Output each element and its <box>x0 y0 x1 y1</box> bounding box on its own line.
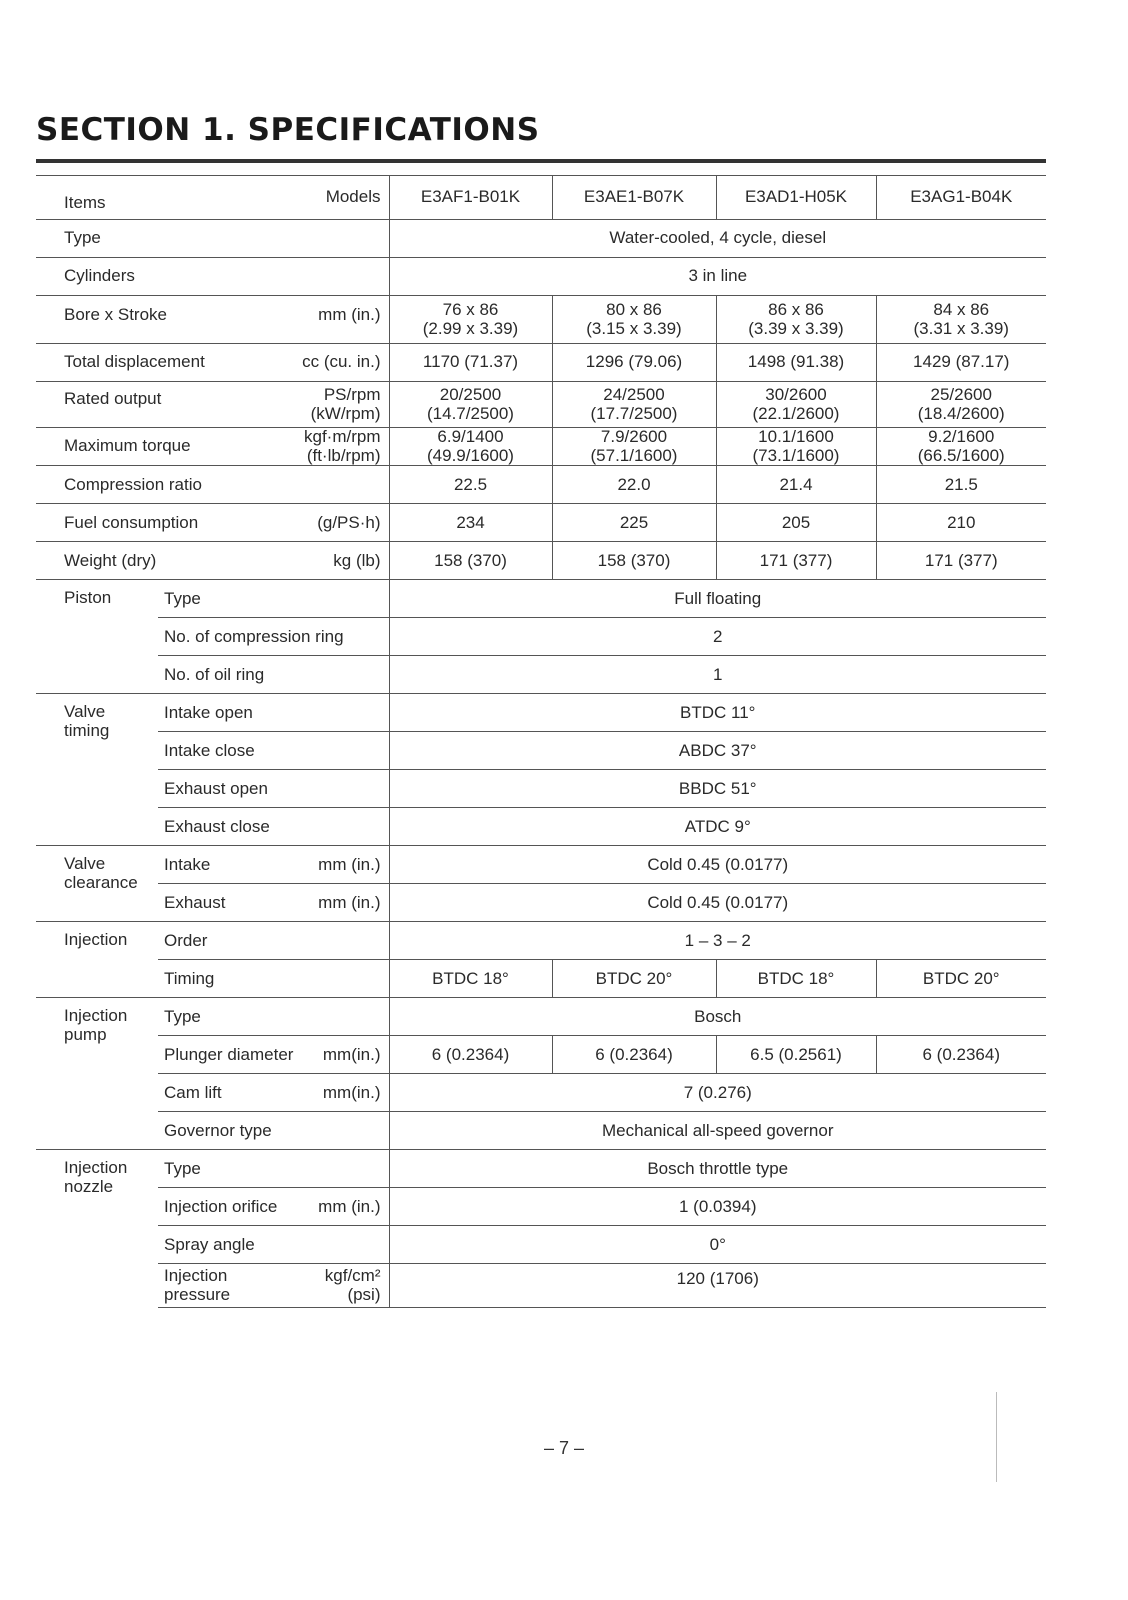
exhaust-close-value: ATDC 9° <box>389 808 1046 846</box>
cylinders-row <box>36 258 1046 296</box>
oil-ring-row <box>36 656 1046 694</box>
type-label: Type <box>36 220 389 258</box>
oil-ring-label: No. of oil ring <box>158 656 389 694</box>
fuel-value: 205 <box>716 504 876 542</box>
orifice-unit: mm (in.) <box>296 1188 389 1226</box>
injection-timing-value: BTDC 20° <box>552 960 716 998</box>
max-torque-label: Maximum torque <box>36 428 296 466</box>
plunger-value: 6.5 (0.2561) <box>716 1036 876 1074</box>
orifice-label: Injection orifice <box>158 1188 296 1226</box>
plunger-unit: mm(in.) <box>296 1036 389 1074</box>
clearance-exhaust-label: Exhaust <box>158 884 296 922</box>
governor-label: Governor type <box>158 1112 389 1150</box>
model-1: E3AF1-B01K <box>389 176 552 220</box>
clearance-intake-value: Cold 0.45 (0.0177) <box>389 846 1046 884</box>
specifications-table <box>36 175 1046 1308</box>
injection-timing-value: BTDC 18° <box>389 960 552 998</box>
clearance-exhaust-value: Cold 0.45 (0.0177) <box>389 884 1046 922</box>
max-torque-row <box>36 428 1046 466</box>
plunger-value: 6 (0.2364) <box>876 1036 1046 1074</box>
plunger-label: Plunger diameter <box>158 1036 296 1074</box>
clearance-exhaust-unit: mm (in.) <box>296 884 389 922</box>
bore-stroke-value: 86 x 86 (3.39 x 3.39) <box>716 296 876 344</box>
injection-pressure-row <box>36 1264 1046 1308</box>
items-header: Items <box>36 176 296 220</box>
compression-ratio-value: 22.5 <box>389 466 552 504</box>
displacement-value: 1498 (91.38) <box>716 344 876 382</box>
intake-open-value: BTDC 11° <box>389 694 1046 732</box>
compression-ratio-value: 22.0 <box>552 466 716 504</box>
oil-ring-value: 1 <box>389 656 1046 694</box>
displacement-row <box>36 344 1046 382</box>
compression-ratio-row <box>36 466 1046 504</box>
compression-ring-label: No. of compression ring <box>158 618 389 656</box>
fuel-value: 225 <box>552 504 716 542</box>
weight-value: 171 (377) <box>716 542 876 580</box>
rated-output-value: 24/2500 (17.7/2500) <box>552 382 716 428</box>
valve-timing-group-label: Valve timing <box>36 694 158 846</box>
injection-nozzle-group-label: Injection nozzle <box>36 1150 158 1308</box>
header-row <box>36 176 1046 220</box>
clearance-intake-row <box>36 846 1046 884</box>
model-4: E3AG1-B04K <box>876 176 1046 220</box>
cam-lift-label: Cam lift <box>158 1074 296 1112</box>
displacement-value: 1296 (79.06) <box>552 344 716 382</box>
valve-clearance-group-label: Valve clearance <box>36 846 158 922</box>
bore-stroke-unit: mm (in.) <box>296 296 389 344</box>
weight-value: 158 (370) <box>552 542 716 580</box>
max-torque-value: 9.2/1600 (66.5/1600) <box>876 428 1046 466</box>
max-torque-unit: kgf·m/rpm (ft·lb/rpm) <box>296 428 389 466</box>
rated-output-row <box>36 382 1046 428</box>
page-title: SECTION 1. SPECIFICATIONS <box>36 112 540 148</box>
bore-stroke-value: 84 x 86 (3.31 x 3.39) <box>876 296 1046 344</box>
exhaust-close-row <box>36 808 1046 846</box>
clearance-intake-label: Intake <box>158 846 296 884</box>
injection-order-label: Order <box>158 922 389 960</box>
orifice-value: 1 (0.0394) <box>389 1188 1046 1226</box>
intake-open-label: Intake open <box>158 694 389 732</box>
fuel-unit: (g/PS·h) <box>296 504 389 542</box>
cylinders-label: Cylinders <box>36 258 389 296</box>
nozzle-type-value: Bosch throttle type <box>389 1150 1046 1188</box>
intake-close-row <box>36 732 1046 770</box>
intake-close-label: Intake close <box>158 732 389 770</box>
max-torque-value: 7.9/2600 (57.1/1600) <box>552 428 716 466</box>
clearance-exhaust-row <box>36 884 1046 922</box>
governor-value: Mechanical all-speed governor <box>389 1112 1046 1150</box>
weight-value: 171 (377) <box>876 542 1046 580</box>
rated-output-value: 25/2600 (18.4/2600) <box>876 382 1046 428</box>
plunger-row <box>36 1036 1046 1074</box>
weight-unit: kg (lb) <box>296 542 389 580</box>
injection-timing-label: Timing <box>158 960 389 998</box>
piston-group-label: Piston <box>36 580 158 694</box>
compression-ring-row <box>36 618 1046 656</box>
exhaust-open-label: Exhaust open <box>158 770 389 808</box>
bore-stroke-value: 80 x 86 (3.15 x 3.39) <box>552 296 716 344</box>
displacement-unit: cc (cu. in.) <box>296 344 389 382</box>
governor-row <box>36 1112 1046 1150</box>
intake-open-row <box>36 694 1046 732</box>
displacement-label: Total displacement <box>36 344 296 382</box>
plunger-value: 6 (0.2364) <box>389 1036 552 1074</box>
piston-type-label: Type <box>158 580 389 618</box>
bore-stroke-row <box>36 296 1046 344</box>
models-header: Models <box>296 176 389 220</box>
rated-output-value: 20/2500 (14.7/2500) <box>389 382 552 428</box>
rated-output-label: Rated output <box>36 382 296 428</box>
exhaust-open-value: BBDC 51° <box>389 770 1046 808</box>
cam-lift-value: 7 (0.276) <box>389 1074 1046 1112</box>
piston-type-row <box>36 580 1046 618</box>
clearance-intake-unit: mm (in.) <box>296 846 389 884</box>
weight-row <box>36 542 1046 580</box>
fuel-value: 210 <box>876 504 1046 542</box>
injection-pressure-unit: kgf/cm² (psi) <box>296 1264 389 1308</box>
exhaust-open-row <box>36 770 1046 808</box>
displacement-value: 1170 (71.37) <box>389 344 552 382</box>
exhaust-close-label: Exhaust close <box>158 808 389 846</box>
binder-mark <box>996 1392 997 1482</box>
model-2: E3AE1-B07K <box>552 176 716 220</box>
nozzle-type-label: Type <box>158 1150 389 1188</box>
cylinders-value: 3 in line <box>389 258 1046 296</box>
title-rule <box>36 159 1046 163</box>
spray-angle-label: Spray angle <box>158 1226 389 1264</box>
model-3: E3AD1-H05K <box>716 176 876 220</box>
fuel-label: Fuel consumption <box>36 504 296 542</box>
compression-ratio-label: Compression ratio <box>36 466 389 504</box>
plunger-value: 6 (0.2364) <box>552 1036 716 1074</box>
fuel-row <box>36 504 1046 542</box>
intake-close-value: ABDC 37° <box>389 732 1046 770</box>
fuel-value: 234 <box>389 504 552 542</box>
compression-ratio-value: 21.4 <box>716 466 876 504</box>
rated-output-unit: PS/rpm (kW/rpm) <box>296 382 389 428</box>
rated-output-value: 30/2600 (22.1/2600) <box>716 382 876 428</box>
bore-stroke-value: 76 x 86 (2.99 x 3.39) <box>389 296 552 344</box>
injection-timing-row <box>36 960 1046 998</box>
weight-label: Weight (dry) <box>36 542 296 580</box>
injection-pressure-value: 120 (1706) <box>389 1264 1046 1308</box>
injection-order-row <box>36 922 1046 960</box>
injection-pump-group-label: Injection pump <box>36 998 158 1150</box>
max-torque-value: 6.9/1400 (49.9/1600) <box>389 428 552 466</box>
orifice-row <box>36 1188 1046 1226</box>
injection-timing-value: BTDC 20° <box>876 960 1046 998</box>
weight-value: 158 (370) <box>389 542 552 580</box>
compression-ring-value: 2 <box>389 618 1046 656</box>
max-torque-value: 10.1/1600 (73.1/1600) <box>716 428 876 466</box>
type-value: Water-cooled, 4 cycle, diesel <box>389 220 1046 258</box>
type-row <box>36 220 1046 258</box>
pump-type-row <box>36 998 1046 1036</box>
pump-type-label: Type <box>158 998 389 1036</box>
bore-stroke-label: Bore x Stroke <box>36 296 296 344</box>
spray-angle-row <box>36 1226 1046 1264</box>
page-number: – 7 – <box>543 1438 585 1458</box>
displacement-value: 1429 (87.17) <box>876 344 1046 382</box>
injection-pressure-label: Injection pressure <box>158 1264 296 1308</box>
cam-lift-row <box>36 1074 1046 1112</box>
injection-timing-value: BTDC 18° <box>716 960 876 998</box>
compression-ratio-value: 21.5 <box>876 466 1046 504</box>
pump-type-value: Bosch <box>389 998 1046 1036</box>
spray-angle-value: 0° <box>389 1226 1046 1264</box>
cam-lift-unit: mm(in.) <box>296 1074 389 1112</box>
piston-type-value: Full floating <box>389 580 1046 618</box>
injection-order-value: 1 – 3 – 2 <box>389 922 1046 960</box>
nozzle-type-row <box>36 1150 1046 1188</box>
injection-group-label: Injection <box>36 922 158 998</box>
